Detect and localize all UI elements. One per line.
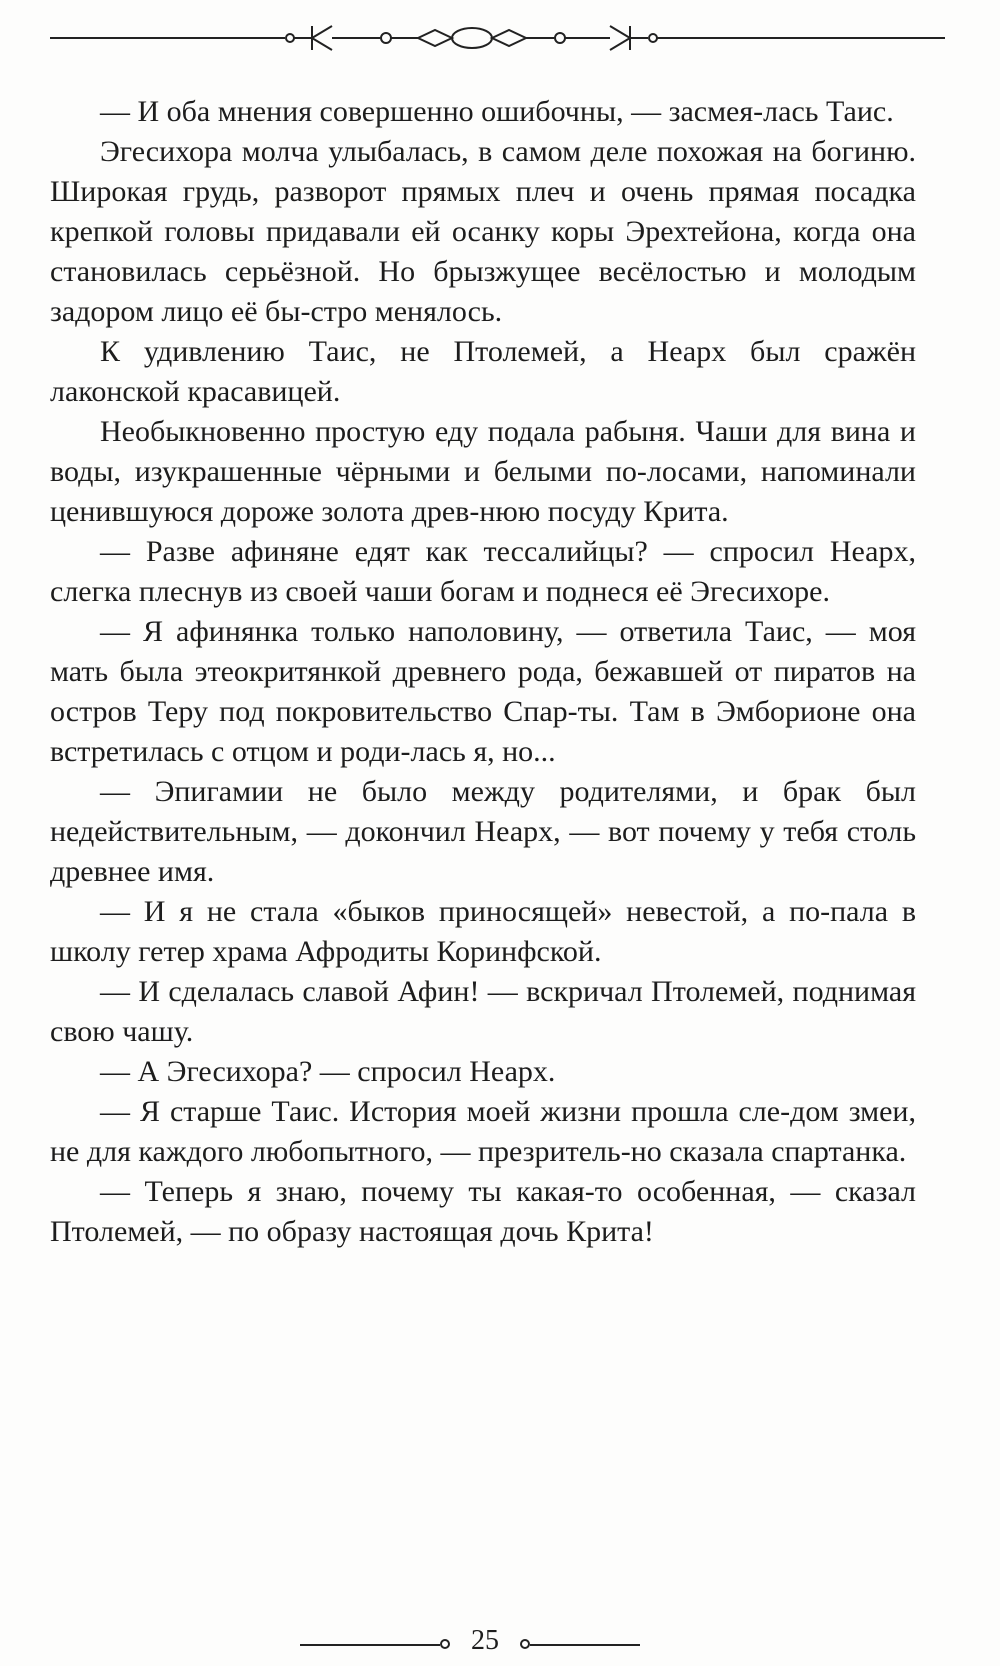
paragraph: Эгесихора молча улыбалась, в самом деле похожая на богиню. Широкая грудь, разворот прямых плеч и очень прямая посадка крепкой головы придавали ей осанку коры Эрехтейона, когда она становилась серьёзной. Но брызжущее весёлостью и молодым задором лицо её бы-стро менялось. [50,135,916,328]
paragraph: — А Эгесихора? — спросил Неарх. [100,1055,556,1088]
paragraph: — Эпигамии не было между родителями, и брак был недействительным, — докончил Неарх, — вот почему у тебя столь древнее имя. [50,775,916,888]
footer-rule-right [530,1644,640,1646]
footer-ornament-dot [440,1639,450,1649]
paragraph: К удивлению Таис, не Птолемей, а Неарх был сражён лаконской красавицей. [50,335,916,408]
footer-ornament-dot [520,1639,530,1649]
paragraph: — Я старше Таис. История моей жизни прошла сле-дом змеи, не для каждого любопытного, — презритель-но сказала спартанка. [50,1095,916,1168]
header-ornament [50,18,945,58]
paragraph: — Я афинянка только наполовину, — ответила Таис, — моя мать была этеокритянкой древнего рода, бежавшей от пиратов на остров Теру под покровительство Спар-ты. Там в Эмборионе она встретилась с отцом и роди-лась я, но... [50,615,916,768]
page-footer [300,1625,700,1660]
paragraph: — И я не стала «быков приносящей» невестой, а по-пала в школу гетер храма Афродиты Коринфской. [50,895,916,968]
paragraph: — И сделалась славой Афин! — вскричал Птолемей, поднимая свою чашу. [50,975,916,1048]
paragraph: Необыкновенно простую еду подала рабыня. Чаши для вина и воды, изукрашенные чёрными и белыми по-лосами, напоминали ценившуюся дороже золота древ-нюю посуду Крита. [50,415,916,528]
footer-rule-left [300,1644,440,1646]
paragraph: — Теперь я знаю, почему ты какая-то особенная, — сказал Птолемей, — по образу настоящая дочь Крита! [50,1175,916,1248]
page-number: 25 [471,1625,499,1656]
paragraph: — Разве афиняне едят как тессалийцы? — спросил Неарх, слегка плеснув из своей чаши богам и поднеся её Эгесихоре. [50,535,916,608]
body-text [50,92,916,1252]
paragraph: — И оба мнения совершенно ошибочны, — засмея-лась Таис. [100,95,894,128]
